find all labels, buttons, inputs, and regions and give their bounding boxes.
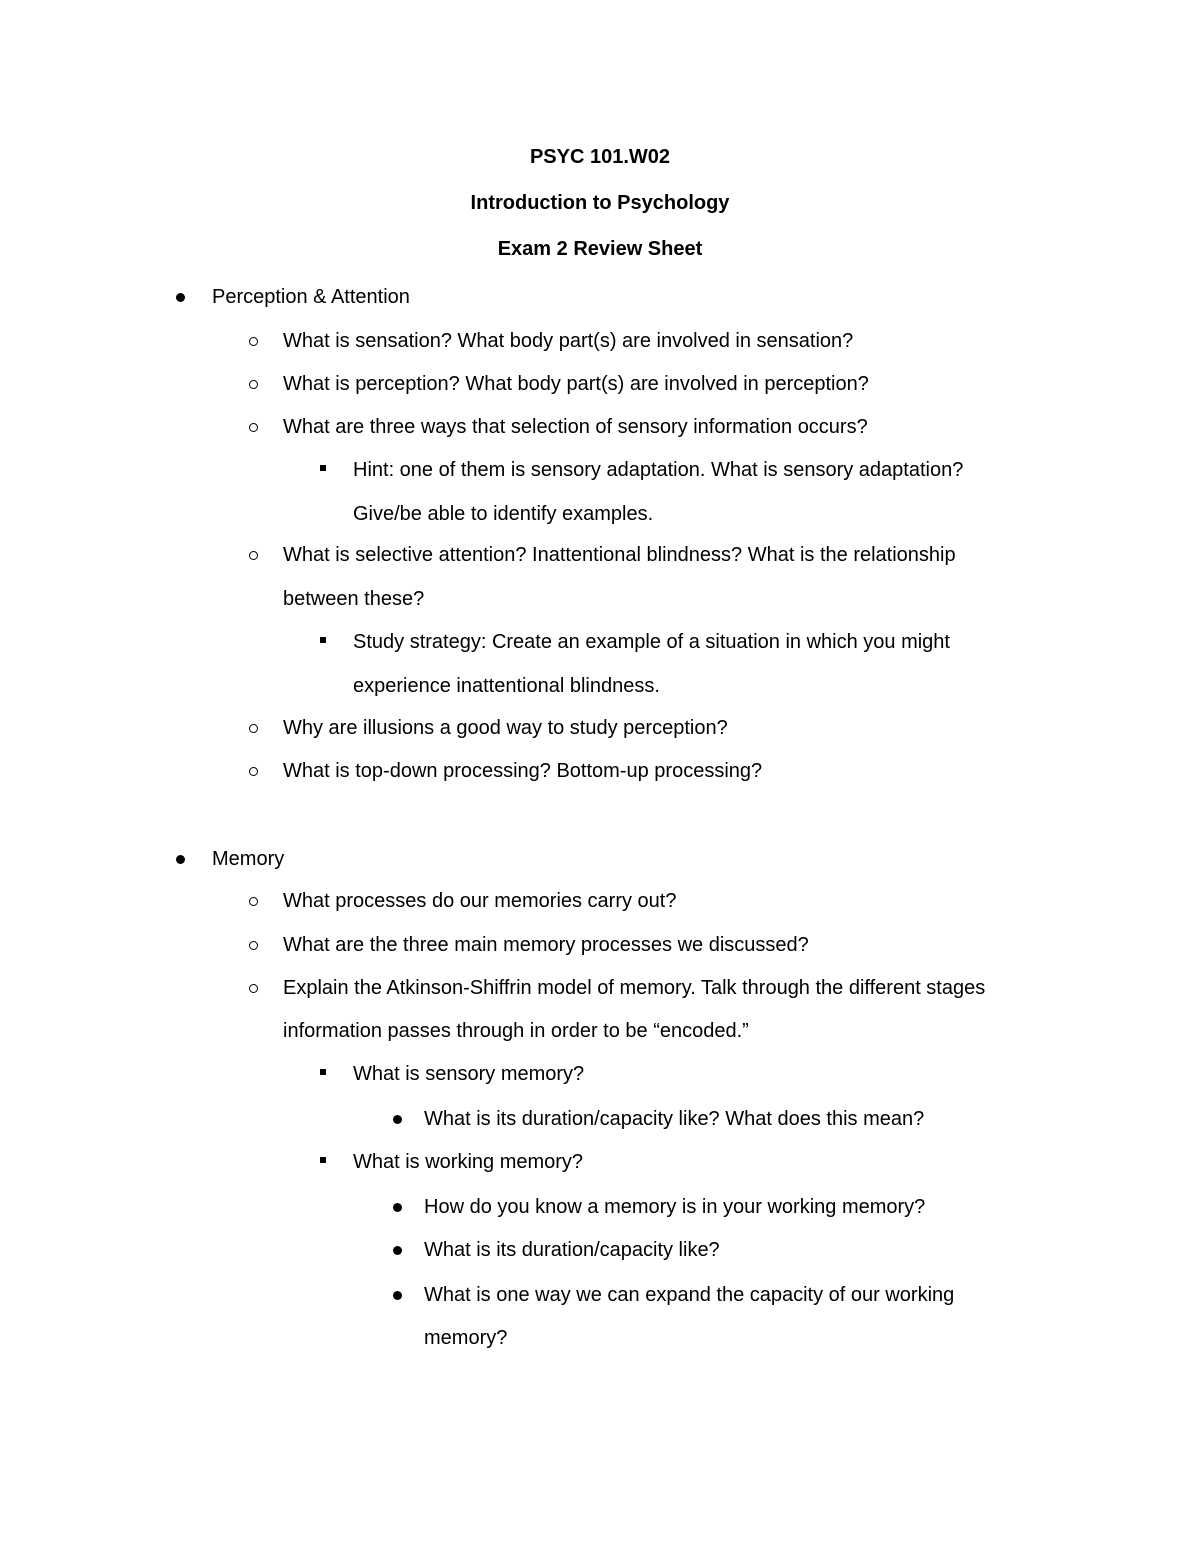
list-item-continuation: information passes through in order to be “encoded.” <box>283 1020 749 1042</box>
list-item: What processes do our memories carry out? <box>283 890 677 912</box>
list-item-continuation: memory? <box>424 1327 508 1349</box>
list-item: What is top-down processing? Bottom-up processing? <box>283 760 763 782</box>
list-item: What are three ways that selection of sensory information occurs? <box>283 416 868 438</box>
bullet-dot-icon <box>393 1246 402 1255</box>
bullet-circle-icon <box>249 767 258 776</box>
list-item: What is working memory? <box>353 1151 584 1173</box>
list-item: What is its duration/capacity like? What does this mean? <box>424 1108 925 1130</box>
bullet-square-icon <box>320 1069 326 1075</box>
bullet-circle-icon <box>249 551 258 560</box>
bullet-dot-icon <box>176 855 185 864</box>
sheet-title: Exam 2 Review Sheet <box>497 238 703 260</box>
bullet-dot-icon <box>176 293 185 302</box>
list-item: How do you know a memory is in your working memory? <box>424 1196 926 1218</box>
list-item: What is sensory memory? <box>353 1063 585 1085</box>
list-item-continuation: between these? <box>283 588 425 610</box>
bullet-square-icon <box>320 465 326 471</box>
list-item: Why are illusions a good way to study perception? <box>283 717 728 739</box>
list-item: Hint: one of them is sensory adaptation. What is sensory adaptation? <box>353 459 964 481</box>
list-item-continuation: Give/be able to identify examples. <box>353 503 654 525</box>
list-item: What are the three main memory processes we discussed? <box>283 934 809 956</box>
bullet-circle-icon <box>249 984 258 993</box>
bullet-dot-icon <box>393 1291 402 1300</box>
bullet-circle-icon <box>249 423 258 432</box>
bullet-circle-icon <box>249 941 258 950</box>
bullet-square-icon <box>320 637 326 643</box>
list-item: Explain the Atkinson-Shiffrin model of memory. Talk through the different stages <box>283 977 986 999</box>
bullet-circle-icon <box>249 724 258 733</box>
list-item: What is sensation? What body part(s) are involved in sensation? <box>283 330 854 352</box>
course-title: Introduction to Psychology <box>470 192 730 214</box>
bullet-dot-icon <box>393 1115 402 1124</box>
course-code: PSYC 101.W02 <box>529 146 671 168</box>
bullet-dot-icon <box>393 1203 402 1212</box>
list-item: What is perception? What body part(s) are involved in perception? <box>283 373 869 395</box>
list-item: What is its duration/capacity like? <box>424 1239 720 1261</box>
list-item: What is selective attention? Inattentional blindness? What is the relationship <box>283 544 956 566</box>
list-item-continuation: experience inattentional blindness. <box>353 675 660 697</box>
bullet-square-icon <box>320 1157 326 1163</box>
list-item: What is one way we can expand the capacity of our working <box>424 1284 955 1306</box>
list-item: Study strategy: Create an example of a situation in which you might <box>353 631 950 653</box>
section-title-memory: Memory <box>212 848 285 870</box>
section-title-perception: Perception & Attention <box>212 286 410 308</box>
bullet-circle-icon <box>249 337 258 346</box>
bullet-circle-icon <box>249 380 258 389</box>
bullet-circle-icon <box>249 897 258 906</box>
